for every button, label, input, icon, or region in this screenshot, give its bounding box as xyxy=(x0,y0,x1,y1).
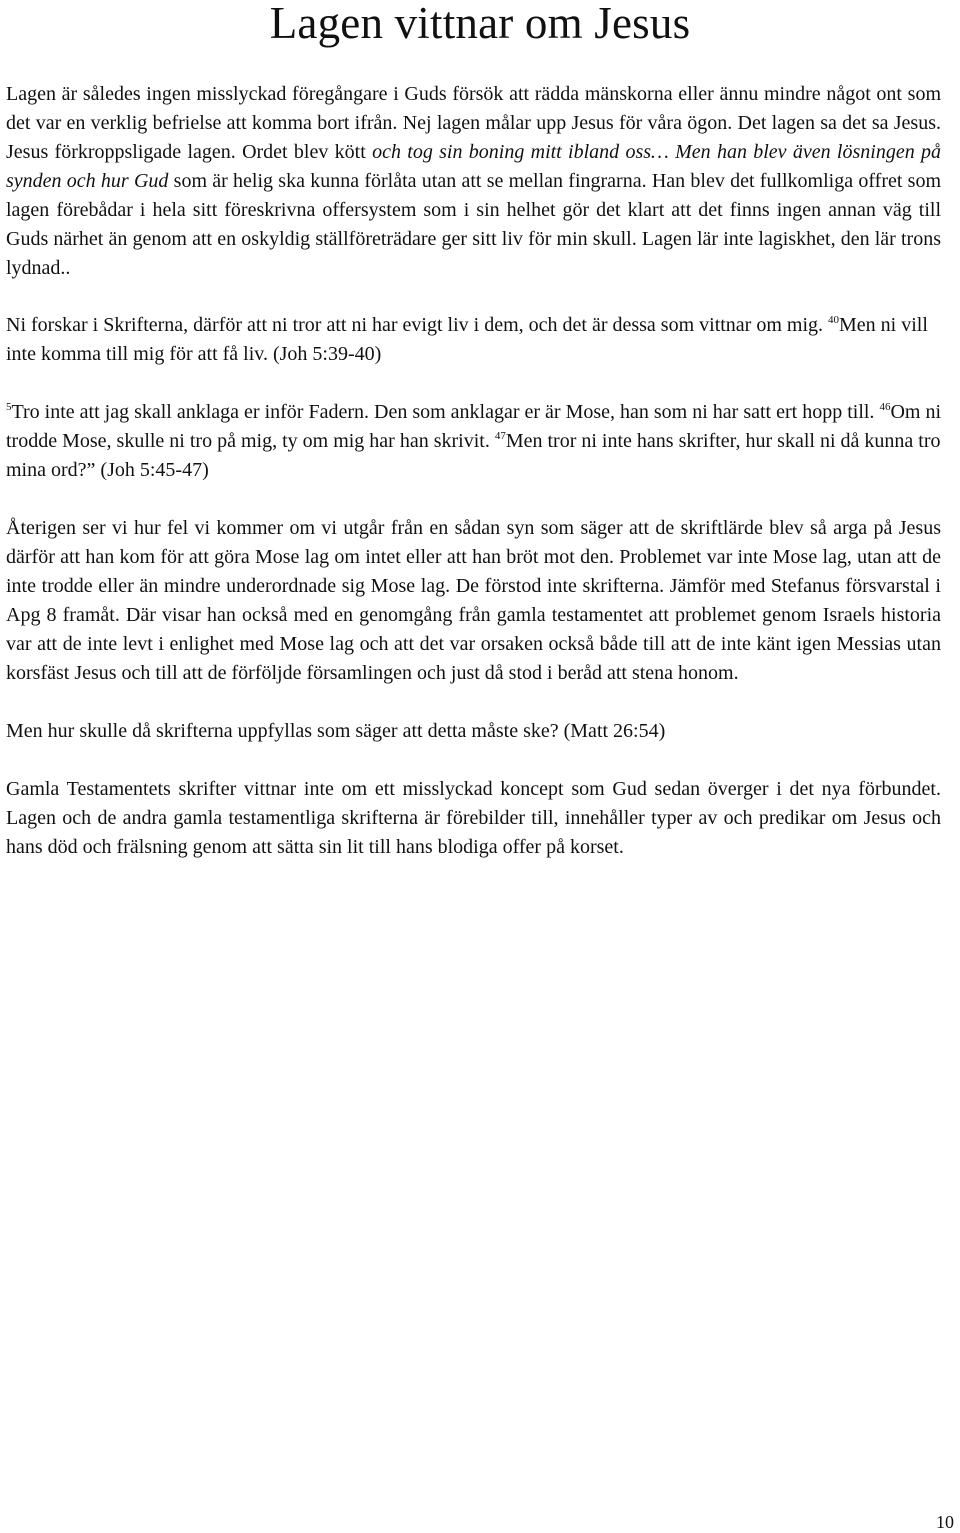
quote-joh-5-45 xyxy=(6,398,941,485)
quote-joh-5-39-text-a: Ni forskar i Skrifterna, därför att ni tror att ni har evigt liv i dem, och det är dessa som vittnar om mig. xyxy=(6,314,829,336)
quote-joh-5-45-text-a: Tro inte att jag skall anklaga er inför Fadern. Den som anklagar er är Mose, han som ni har satt ert hopp till. xyxy=(11,401,880,423)
paragraph-intro-italic: och tog sin boning mitt ibland oss… Men han blev även lösningen på synden och hur Gud xyxy=(6,141,941,192)
verse-number-47: 47 xyxy=(494,430,506,442)
document-body xyxy=(6,80,941,891)
quote-matt-26-54: Men hur skulle då skrifterna uppfyllas som säger att detta måste ske? (Matt 26:54) xyxy=(6,720,666,742)
paragraph-argument: Återigen ser vi hur fel vi kommer om vi utgår från en sådan syn som säger att de skriftlärde blev så arga på Jesus därför att han kom för att göra Mose lag om intet eller att han bröt mot den. Problemet var inte Mose lag, utan att de inte trodde eller än mindre underordnade sig Mose lag. De förstod inte skrifterna. Jämför med Stefanus försvarstal i Apg 8 framåt. Där visar han också med en genomgång från gamla testamentet att problemet genom Israels historia var att de inte levt i enlighet med Mose lag och att det var orsaken också både till att de inte känt igen Messias utan korsfäst Jesus och till att de förföljde församlingen och just då stod i beråd att stena honom. xyxy=(6,517,941,684)
paragraph-conclusion: Gamla Testamentets skrifter vittnar inte om ett misslyckad koncept som Gud sedan överger i det nya förbundet. Lagen och de andra gamla testamentliga skrifterna är förebilder till, innehåller typer av och predikar om Jesus och hans död och frälsning genom att sätta sin lit till hans blodiga offer på korset. xyxy=(6,778,941,858)
page-title: Lagen vittnar om Jesus xyxy=(269,0,691,48)
quote-joh-5-45-text-b: Om ni trodde Mose, skulle ni tro på mig, ty om mig har han skrivit. xyxy=(6,401,941,452)
verse-number-46: 46 xyxy=(879,401,891,413)
verse-number-40: 40 xyxy=(828,314,840,326)
paragraph-intro-text-a: Lagen är således ingen misslyckad föregångare i Guds försök att rädda mänskorna eller ännu mindre något ont som det var en verklig befrielse att komma bort ifrån. Nej lagen målar upp Jesus för våra ögon. Det lagen sa det sa Jesus. Jesus förkroppsligade lagen. Ordet blev kött xyxy=(6,83,941,163)
verse-number-5: 5 xyxy=(6,401,12,413)
quote-joh-5-39-text-b: Men ni vill inte komma till mig för att få liv. (Joh 5:39-40) xyxy=(6,314,928,365)
paragraph-intro-text-b: som är helig ska kunna förlåta utan att se mellan fingrarna. Han blev det fullkomliga offret som lagen förebådar i hela sitt föreskrivna offersystem som i sin helhet gör det klart att det finns ingen annan väg till Guds närhet än genom att en oskyldig ställföreträdare ger sitt liv för min skull. Lagen lär inte lagiskhet, den lär trons lydnad.. xyxy=(6,170,942,279)
paragraph-intro xyxy=(6,80,941,283)
quote-joh-5-45-text-c: Men tror ni inte hans skrifter, hur skall ni då kunna tro mina ord?” (Joh 5:45-47) xyxy=(6,430,941,481)
quote-joh-5-39 xyxy=(6,311,941,369)
page-number: 10 xyxy=(936,1512,954,1532)
